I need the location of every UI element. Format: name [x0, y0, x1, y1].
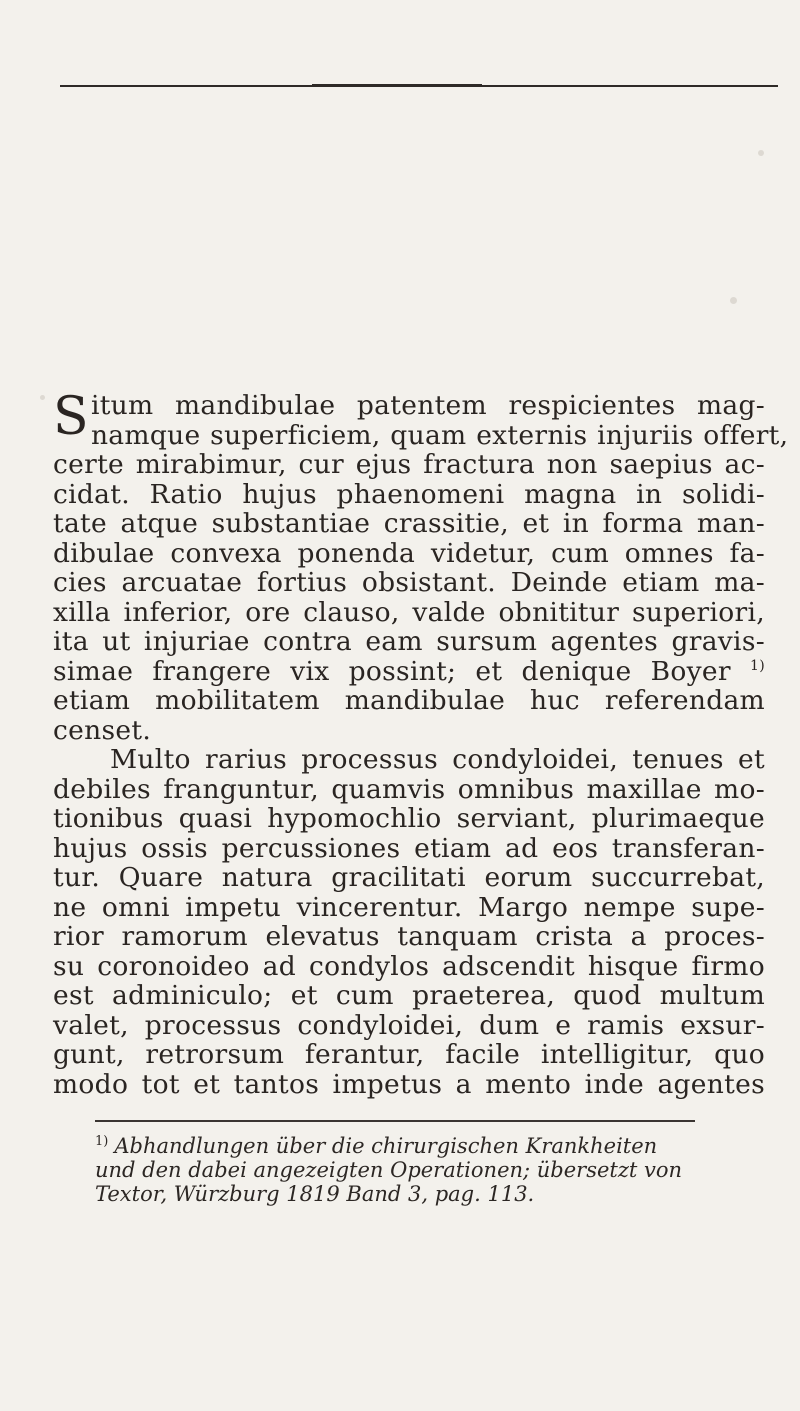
text-line: gunt, retrorsum ferantur, facile intelligitur, quo [53, 1039, 765, 1070]
drop-cap: S [53, 387, 89, 447]
text-line: su coronoideo ad condylos adscendit hisque firmo [53, 950, 765, 982]
text-line: debiles franguntur, quamvis omnibus maxillae mo- [53, 773, 765, 805]
text-line: censet. [53, 714, 152, 746]
paragraph-2 [53, 745, 765, 1099]
text-segment: Multo rarius processus condyloidei, tenues et [110, 744, 765, 775]
footnote-rule [95, 1120, 695, 1122]
text-line: cies arcuatae fortius obsistant. Deinde etiam ma- [53, 567, 765, 598]
text-line: cidat. Ratio hujus phaenomeni magna in solidi- [53, 478, 765, 510]
text-line [53, 745, 765, 775]
text-line: namque superficiem, quam externis injuriis offert, [90, 419, 789, 451]
footnote-reference: 1) [750, 657, 765, 674]
text-line: est adminiculo; et cum praeterea, quod multum [53, 980, 765, 1011]
paper-spot [730, 297, 737, 304]
footnote-line: und den dabei angezeigten Operationen; übersetzt von [95, 1158, 683, 1182]
text-line: valet, processus condyloidei, dum e ramis exsur- [53, 1009, 765, 1041]
text-line: modo tot et tantos impetus a mento inde agentes [53, 1068, 765, 1100]
header-rule-thick [312, 84, 482, 87]
text-segment: simae frangere vix possint; et denique Boyer [53, 655, 731, 687]
footnote [95, 1130, 735, 1206]
footnote-line: Textor, Würzburg 1819 Band 3, pag. 113. [95, 1182, 535, 1206]
paper-spot [40, 395, 45, 400]
text-line: itum mandibulae patentem respicientes mag- [90, 390, 765, 421]
text-line: rior ramorum elevatus tanquam crista a proces- [53, 921, 765, 952]
text-line-with-footnote [53, 657, 765, 687]
text-line: tate atque substantiae crassitie, et in forma man- [53, 508, 765, 539]
paper-spot [758, 150, 764, 156]
text-line: tur. Quare natura gracilitati eorum succurrebat, [53, 862, 765, 893]
footnote-mark: 1) [95, 1134, 109, 1149]
text-line: dibulae convexa ponenda videtur, cum omnes fa- [53, 537, 765, 569]
paragraph-1 [53, 387, 789, 746]
header-rule [60, 85, 778, 87]
main-text [53, 387, 789, 1100]
text-line: certe mirabimur, cur ejus fractura non saepius ac- [53, 449, 765, 480]
footnote-line [95, 1130, 735, 1158]
text-line: tionibus quasi hypomochlio serviant, plurimaeque [53, 803, 765, 834]
text-line: hujus ossis percussiones etiam ad eos transferan- [53, 832, 765, 864]
text-line: ita ut injuriae contra eam sursum agentes gravis- [53, 626, 765, 657]
footnote-text: Abhandlungen über die chirurgischen Krankheiten [114, 1134, 658, 1158]
text-line: etiam mobilitatem mandibulae huc referendam [53, 685, 765, 716]
text-line: ne omni impetu vincerentur. Margo nempe supe- [53, 891, 765, 923]
text-line: xilla inferior, ore clauso, valde obnititur superiori, [53, 596, 765, 628]
